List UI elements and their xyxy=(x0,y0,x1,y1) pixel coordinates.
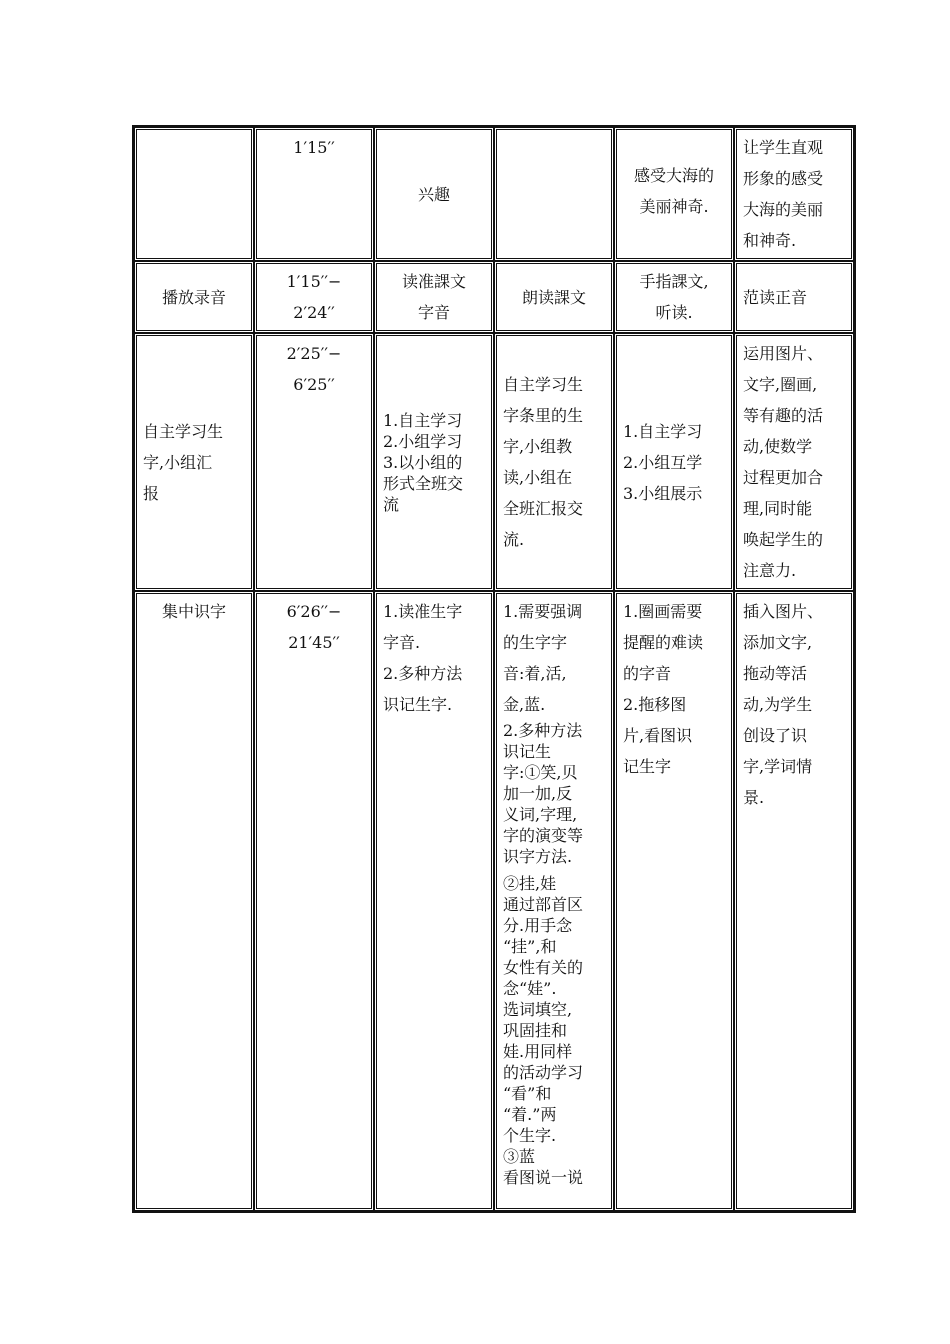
cell-text: 2′24′′ xyxy=(293,303,335,322)
cell-text: 金,蓝. xyxy=(503,695,546,714)
cell-text: 2.多种方法 xyxy=(383,664,463,683)
cell-text: 创设了识 xyxy=(743,726,808,745)
cell-text: 3.小组展示 xyxy=(623,483,703,503)
cell-text: 自主学习生 xyxy=(143,421,224,441)
cell-text: 流. xyxy=(503,530,525,549)
cell-text: 字:①笑,贝 xyxy=(503,763,578,782)
cell-text: 1.圈画需要 xyxy=(623,602,703,621)
cell-text: 字的演变等 xyxy=(503,826,584,845)
cell-text: 读准課文 xyxy=(401,272,466,291)
cell-text: “着.”两 xyxy=(503,1105,557,1124)
cell-purpose xyxy=(734,261,854,333)
cell-text: 理,同时能 xyxy=(743,499,813,518)
cell-text: 记生字 xyxy=(623,757,672,776)
cell-text: 自主学习生 xyxy=(503,375,584,394)
cell-text: 注意力. xyxy=(743,561,797,580)
table-row xyxy=(134,591,854,1211)
cell-text: 1.读准生字 xyxy=(383,602,463,621)
cell-text: 字音. xyxy=(383,633,421,652)
cell-goal xyxy=(374,127,494,261)
cell-text: 2.小组互学 xyxy=(623,452,703,472)
cell-text: 2.拖移图 xyxy=(623,695,687,714)
cell-goal xyxy=(374,261,494,333)
lesson-plan-table xyxy=(132,125,856,1213)
cell-text: 集中识字 xyxy=(161,602,226,621)
cell-text: 拖动等活 xyxy=(743,664,808,683)
cell-content xyxy=(494,591,614,1211)
cell-text: 等有趣的活 xyxy=(743,406,824,425)
cell-text: 巩固挂和 xyxy=(503,1021,568,1040)
cell-text: 字音 xyxy=(417,303,450,322)
cell-text: 听读. xyxy=(655,303,693,322)
cell-goal xyxy=(374,591,494,1211)
cell-student xyxy=(614,591,734,1211)
cell-text: 字,小组汇 xyxy=(143,452,213,472)
cell-text: “挂”,和 xyxy=(503,937,557,956)
cell-text: 字,小组教 xyxy=(503,437,573,456)
cell-text: 娃.用同样 xyxy=(503,1042,573,1061)
cell-text: 景. xyxy=(743,788,765,807)
cell-text: 全班汇报交 xyxy=(503,499,584,518)
cell-text: 6′26′′− xyxy=(286,602,342,621)
cell-text: 范读正音 xyxy=(743,287,808,307)
cell-text: 添加文字, xyxy=(743,633,813,652)
cell-student xyxy=(614,127,734,261)
cell-text: 1′15′′− xyxy=(286,272,342,291)
cell-text: 朗读課文 xyxy=(521,287,586,307)
cell-content xyxy=(494,127,614,261)
cell-goal xyxy=(374,333,494,591)
cell-text: 加一加,反 xyxy=(503,784,573,803)
cell-purpose xyxy=(734,333,854,591)
cell-text: 的生字字 xyxy=(503,633,568,652)
cell-text: 2.小组学习 xyxy=(383,431,463,451)
cell-text: 3.以小组的 xyxy=(383,452,463,472)
cell-text: 识字方法. xyxy=(503,847,573,866)
cell-text: ②挂,娃 xyxy=(503,874,557,893)
cell-text: 1.需要强调 xyxy=(503,602,583,621)
cell-time xyxy=(254,261,374,333)
cell-text: 念“娃”. xyxy=(503,979,557,998)
cell-text: 形象的感受 xyxy=(743,169,824,188)
cell-time xyxy=(254,591,374,1211)
cell-text: 字,学词情 xyxy=(743,757,813,776)
cell-text: 唤起学生的 xyxy=(743,530,824,549)
cell-text: 1.自主学习 xyxy=(623,421,703,441)
cell-text: 动,为学生 xyxy=(743,695,813,714)
cell-text: 的字音 xyxy=(623,664,672,683)
cell-student xyxy=(614,333,734,591)
cell-text: “看”和 xyxy=(503,1084,552,1103)
cell-text: 报 xyxy=(143,483,160,503)
cell-text: 选词填空, xyxy=(503,1000,573,1019)
cell-text: 21′45′′ xyxy=(288,633,340,652)
cell-text: 字条里的生 xyxy=(503,406,584,425)
cell-text: 运用图片、 xyxy=(743,344,824,363)
cell-time xyxy=(254,333,374,591)
cell-text: 通过部首区 xyxy=(503,895,584,914)
cell-text: 2.多种方法 xyxy=(503,721,583,740)
cell-text: 的活动学习 xyxy=(503,1063,584,1082)
cell-text: 感受大海的 xyxy=(633,166,714,185)
cell-text: 片,看图识 xyxy=(623,726,693,745)
cell-text: 兴趣 xyxy=(417,184,450,204)
cell-student xyxy=(614,261,734,333)
cell-purpose xyxy=(734,127,854,261)
cell-text: 个生字. xyxy=(503,1126,557,1145)
cell-text: 女性有关的 xyxy=(503,958,584,977)
cell-text: 文字,圈画, xyxy=(743,375,818,394)
cell-text: 插入图片、 xyxy=(743,602,824,621)
cell-content xyxy=(494,333,614,591)
cell-activity xyxy=(134,591,254,1211)
cell-text: 识记生 xyxy=(503,742,552,761)
cell-text: 和神奇. xyxy=(743,231,797,250)
cell-purpose xyxy=(734,591,854,1211)
cell-text: 义词,字理, xyxy=(503,805,578,824)
cell-text: 6′25′′ xyxy=(293,375,335,394)
table-row xyxy=(134,127,854,261)
table-row xyxy=(134,333,854,591)
cell-text: ③蓝 xyxy=(503,1147,536,1166)
cell-text: 1.自主学习 xyxy=(383,410,463,430)
cell-activity xyxy=(134,127,254,261)
cell-text: 大海的美丽 xyxy=(743,200,824,219)
cell-text: 美丽神奇. xyxy=(639,197,709,216)
cell-text: 过程更加合 xyxy=(743,468,824,487)
cell-text: 识记生字. xyxy=(383,695,453,714)
cell-text: 播放录音 xyxy=(161,287,226,307)
cell-text: 看图说一说 xyxy=(503,1168,584,1187)
cell-text: 形式全班交 xyxy=(383,473,464,493)
cell-text: 音:着,活, xyxy=(503,664,567,683)
cell-text: 2′25′′− xyxy=(286,344,342,363)
cell-text: 读,小组在 xyxy=(503,468,573,487)
cell-text: 动,使数学 xyxy=(743,437,813,456)
cell-text: 1′15′′ xyxy=(293,138,335,157)
cell-text: 提醒的难读 xyxy=(623,633,704,652)
cell-time xyxy=(254,127,374,261)
cell-content xyxy=(494,261,614,333)
table-row xyxy=(134,261,854,333)
cell-text: 让学生直观 xyxy=(743,138,824,157)
cell-activity xyxy=(134,261,254,333)
cell-text: 流 xyxy=(383,494,400,514)
cell-text: 手指課文, xyxy=(639,272,709,291)
cell-text: 分.用手念 xyxy=(503,916,573,935)
cell-activity xyxy=(134,333,254,591)
